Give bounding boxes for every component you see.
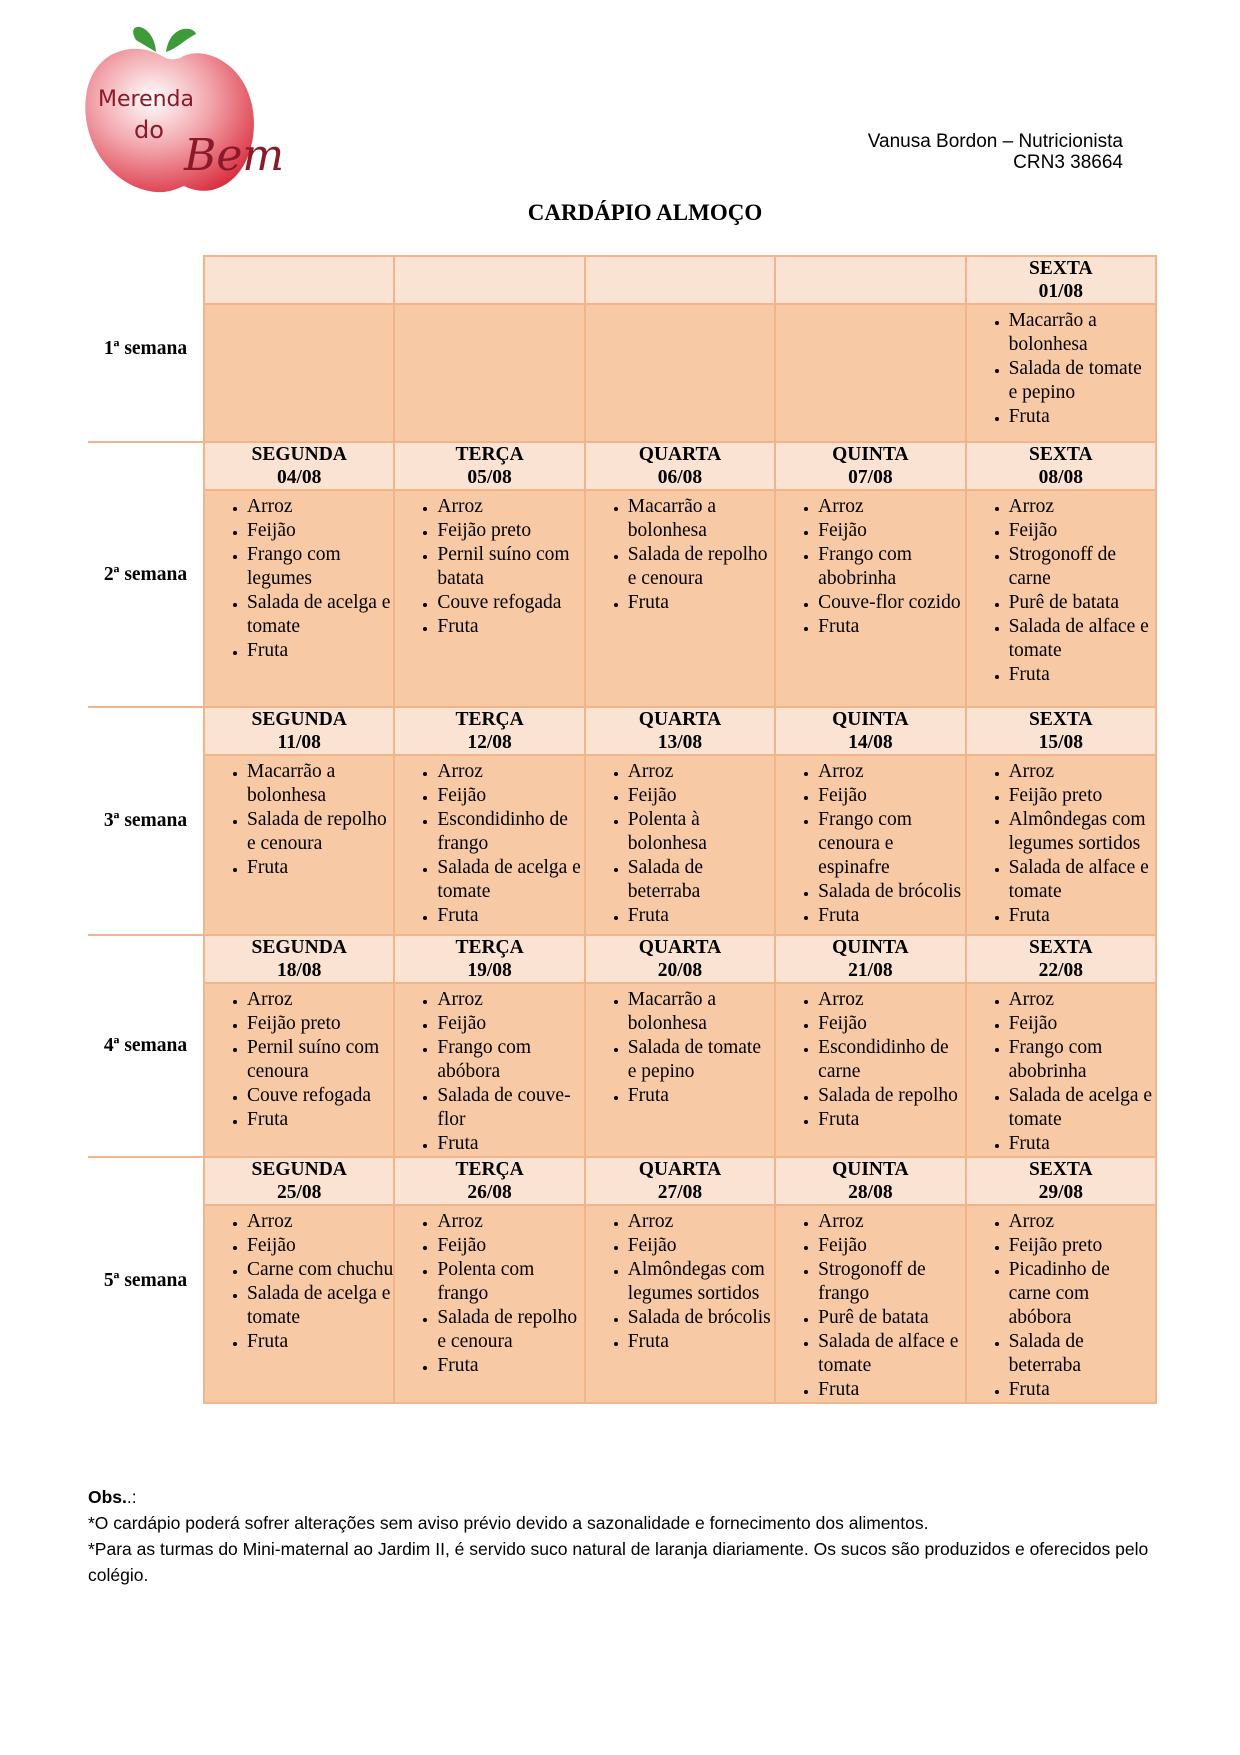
week-items-row xyxy=(88,983,1156,1157)
day-name: QUARTA xyxy=(638,444,722,465)
week-items-row xyxy=(88,490,1156,707)
day-header xyxy=(394,707,584,755)
day-menu-cell xyxy=(585,1205,775,1403)
day-date: 14/08 xyxy=(848,732,893,753)
dish-item: • Salada de tomate e pepino xyxy=(628,1036,774,1084)
day-menu-cell xyxy=(966,983,1156,1157)
day-menu-cell xyxy=(204,1205,394,1403)
dish-item: • Feijão xyxy=(628,1234,774,1258)
dish-item: • Feijão xyxy=(247,519,393,543)
day-menu-cell xyxy=(394,755,584,935)
dish-item: • Feijão xyxy=(437,1012,583,1036)
dish-item: • Pernil suíno com batata xyxy=(437,543,583,591)
day-date: 29/08 xyxy=(1038,1182,1083,1203)
day-date: 25/08 xyxy=(276,1182,322,1203)
dish-list xyxy=(395,1210,583,1378)
day-header xyxy=(775,707,965,755)
day-header xyxy=(966,256,1156,304)
dish-item: • Purê de batata xyxy=(1009,591,1155,615)
day-date: 20/08 xyxy=(657,960,703,981)
dish-item: • Arroz xyxy=(247,495,393,519)
dish-item: • Fruta xyxy=(628,1084,774,1108)
dish-item: • Salada de repolho e cenoura xyxy=(247,808,393,856)
page-title: CARDÁPIO ALMOÇO xyxy=(527,200,763,225)
day-menu-cell xyxy=(585,304,775,442)
day-name: TERÇA xyxy=(455,1159,524,1180)
week-label: 1ª semana xyxy=(88,256,204,442)
dish-item: • Feijão xyxy=(818,1012,964,1036)
note-line-1: *O cardápio poderá sofrer alterações sem aviso prévio devido a sazonalidade e fornecimento dos alimentos. xyxy=(88,1513,929,1533)
day-date: 04/08 xyxy=(276,467,322,488)
day-name: SEXTA xyxy=(1028,1159,1093,1180)
dish-item: • Fruta xyxy=(818,904,964,928)
dish-list xyxy=(205,495,393,663)
logo-text-2: do xyxy=(134,116,164,144)
day-menu-cell xyxy=(204,983,394,1157)
dish-item: • Strogonoff de frango xyxy=(818,1258,964,1306)
dish-item: • Carne com chuchu xyxy=(247,1258,393,1282)
dish-item: • Couve-flor cozido xyxy=(818,591,964,615)
dish-list xyxy=(776,988,964,1132)
day-date: 26/08 xyxy=(467,1182,512,1203)
day-menu-cell xyxy=(966,490,1156,707)
dish-item: • Fruta xyxy=(437,615,583,639)
dish-item: • Arroz xyxy=(628,1210,774,1234)
dish-item: • Fruta xyxy=(1009,405,1155,429)
day-name: SEGUNDA xyxy=(251,709,347,730)
dish-item: • Salada de repolho xyxy=(818,1084,964,1108)
day-header xyxy=(585,1157,775,1205)
day-menu-cell xyxy=(585,983,775,1157)
day-date: 05/08 xyxy=(467,467,512,488)
dish-item: • Fruta xyxy=(628,1330,774,1354)
day-date: 08/08 xyxy=(1038,467,1083,488)
dish-item: • Arroz xyxy=(437,1210,583,1234)
dish-item: • Macarrão a bolonhesa xyxy=(628,495,774,543)
dish-item: • Polenta à bolonhesa xyxy=(628,808,774,856)
dish-item: • Salada de alface e tomate xyxy=(818,1330,964,1378)
dish-item: • Salada de alface e tomate xyxy=(1009,615,1155,663)
dish-item: • Fruta xyxy=(247,1330,393,1354)
author-block xyxy=(868,131,1123,173)
day-menu-cell xyxy=(394,1205,584,1403)
day-menu-cell xyxy=(775,755,965,935)
menu-table xyxy=(88,255,1157,1404)
day-menu-cell xyxy=(966,304,1156,442)
dish-item: • Salada de brócolis xyxy=(818,880,964,904)
dish-item: • Fruta xyxy=(437,1132,583,1156)
dish-item: • Feijão xyxy=(818,1234,964,1258)
dish-list xyxy=(586,1210,774,1354)
dish-item: • Almôndegas com legumes sortidos xyxy=(1009,808,1155,856)
note-line-2: *Para as turmas do Mini-maternal ao Jardim II, é servido suco natural de laranja diariamente. Os sucos são produzidos e oferecidos pelo colégio. xyxy=(88,1539,1149,1585)
dish-item: • Macarrão a bolonhesa xyxy=(247,760,393,808)
week-header-row xyxy=(88,707,1156,755)
day-header xyxy=(394,256,584,304)
dish-list xyxy=(967,760,1155,928)
day-date: 07/08 xyxy=(848,467,893,488)
dish-list xyxy=(205,760,393,880)
dish-item: • Strogonoff de carne xyxy=(1009,543,1155,591)
dish-item: • Escondidinho de frango xyxy=(437,808,583,856)
day-menu-cell xyxy=(966,755,1156,935)
logo-text-3: Bem xyxy=(184,130,285,181)
day-date: 06/08 xyxy=(657,467,703,488)
dish-item: • Feijão preto xyxy=(1009,1234,1155,1258)
dish-list xyxy=(967,988,1155,1156)
dish-item: • Arroz xyxy=(247,988,393,1012)
week-items-row xyxy=(88,1205,1156,1403)
dish-item: • Arroz xyxy=(818,1210,964,1234)
week-label: 4ª semana xyxy=(88,935,204,1157)
notes-label: Obs. xyxy=(88,1487,127,1507)
day-header xyxy=(204,442,394,490)
day-header xyxy=(775,1157,965,1205)
day-date: 13/08 xyxy=(657,732,703,753)
week-label: 3ª semana xyxy=(88,707,204,935)
dish-item: • Feijão preto xyxy=(1009,784,1155,808)
dish-item: • Feijão xyxy=(437,784,583,808)
day-header xyxy=(394,442,584,490)
dish-item: • Fruta xyxy=(437,904,583,928)
dish-item: • Feijão xyxy=(247,1234,393,1258)
week-header-row xyxy=(88,442,1156,490)
dish-item: • Pernil suíno com cenoura xyxy=(247,1036,393,1084)
notes: Obs..: *O cardápio poderá sofrer alterações sem aviso prévio devido a sazonalidade e fornecimento dos alimentos. *Para as turmas do Mini-maternal ao Jardim II, é servido suco natural de laranja diariamente. Os sucos são produzidos e oferecidos pelo colégio. xyxy=(88,1484,1158,1588)
dish-item: • Fruta xyxy=(818,1108,964,1132)
day-header xyxy=(775,256,965,304)
dish-list xyxy=(586,495,774,615)
day-name: SEGUNDA xyxy=(251,444,347,465)
day-header xyxy=(394,935,584,983)
dish-item: • Salada de brócolis xyxy=(628,1306,774,1330)
day-header xyxy=(585,935,775,983)
day-name: QUINTA xyxy=(832,937,909,958)
dish-list xyxy=(967,495,1155,687)
dish-item: • Salada de couve-flor xyxy=(437,1084,583,1132)
dish-item: • Arroz xyxy=(818,988,964,1012)
dish-item: • Feijão xyxy=(1009,519,1155,543)
dish-item: • Salada de alface e tomate xyxy=(1009,856,1155,904)
dish-item: • Arroz xyxy=(1009,495,1155,519)
dish-list xyxy=(205,988,393,1132)
day-menu-cell xyxy=(204,304,394,442)
dish-item: • Macarrão a bolonhesa xyxy=(628,988,774,1036)
dish-list xyxy=(395,988,583,1156)
day-header xyxy=(204,707,394,755)
day-header xyxy=(966,1157,1156,1205)
dish-item: • Salada de beterraba xyxy=(628,856,774,904)
day-name: TERÇA xyxy=(455,709,524,730)
day-header xyxy=(775,935,965,983)
author-name: Vanusa Bordon – Nutricionista xyxy=(867,131,1123,152)
dish-item: • Salada de repolho e cenoura xyxy=(628,543,774,591)
dish-item: • Salada de acelga e tomate xyxy=(437,856,583,904)
week-label: 5ª semana xyxy=(88,1157,204,1403)
day-name: TERÇA xyxy=(455,937,524,958)
day-header xyxy=(585,442,775,490)
day-menu-cell xyxy=(204,755,394,935)
day-name: SEGUNDA xyxy=(251,937,347,958)
dish-item: • Feijão xyxy=(628,784,774,808)
dish-item: • Fruta xyxy=(247,856,393,880)
dish-item: • Fruta xyxy=(628,591,774,615)
day-name: SEXTA xyxy=(1028,444,1093,465)
dish-item: • Frango com abóbora xyxy=(437,1036,583,1084)
dish-item: • Almôndegas com legumes sortidos xyxy=(628,1258,774,1306)
day-header xyxy=(204,1157,394,1205)
day-date: 28/08 xyxy=(848,1182,893,1203)
dish-item: • Arroz xyxy=(437,760,583,784)
dish-item: • Feijão xyxy=(1009,1012,1155,1036)
author-crn: CRN3 38664 xyxy=(1013,152,1123,173)
dish-item: • Arroz xyxy=(1009,760,1155,784)
day-name: QUINTA xyxy=(832,709,909,730)
day-date: 15/08 xyxy=(1038,732,1083,753)
dish-item: • Frango com cenoura e espinafre xyxy=(818,808,964,880)
day-name: QUARTA xyxy=(638,709,722,730)
dish-item: • Arroz xyxy=(818,495,964,519)
dish-item: • Fruta xyxy=(1009,1378,1155,1402)
dish-item: • Polenta com frango xyxy=(437,1258,583,1306)
day-name: SEGUNDA xyxy=(251,1159,347,1180)
dish-item: • Fruta xyxy=(1009,904,1155,928)
week-header-row xyxy=(88,1157,1156,1205)
dish-item: • Feijão xyxy=(818,519,964,543)
dish-item: • Arroz xyxy=(437,988,583,1012)
dish-item: • Couve refogada xyxy=(247,1084,393,1108)
day-date: 19/08 xyxy=(467,960,512,981)
dish-item: • Feijão preto xyxy=(247,1012,393,1036)
dish-item: • Arroz xyxy=(1009,988,1155,1012)
dish-item: • Escondidinho de carne xyxy=(818,1036,964,1084)
dish-item: • Arroz xyxy=(628,760,774,784)
day-name: QUINTA xyxy=(832,444,909,465)
day-header xyxy=(585,707,775,755)
day-date: 22/08 xyxy=(1038,960,1083,981)
day-menu-cell xyxy=(394,304,584,442)
day-header xyxy=(966,935,1156,983)
day-name: TERÇA xyxy=(455,444,524,465)
dish-list xyxy=(586,988,774,1108)
week-header-row xyxy=(88,256,1156,304)
dish-item: • Purê de batata xyxy=(818,1306,964,1330)
dish-item: • Arroz xyxy=(437,495,583,519)
day-date: 27/08 xyxy=(657,1182,703,1203)
day-menu-cell xyxy=(775,304,965,442)
logo-text-1: Merenda xyxy=(98,87,195,112)
dish-item: • Feijão xyxy=(437,1234,583,1258)
day-header xyxy=(966,442,1156,490)
day-header xyxy=(966,707,1156,755)
dish-item: • Salada de acelga e tomate xyxy=(247,591,393,639)
day-date: 18/08 xyxy=(276,960,322,981)
dish-item: • Salada de acelga e tomate xyxy=(247,1282,393,1330)
dish-item: • Salada de beterraba xyxy=(1009,1330,1155,1378)
dish-list xyxy=(776,495,964,639)
dish-list xyxy=(776,760,964,928)
day-name: QUARTA xyxy=(638,937,722,958)
day-header xyxy=(394,1157,584,1205)
day-menu-cell xyxy=(204,490,394,707)
dish-item: • Fruta xyxy=(1009,663,1155,687)
dish-item: • Fruta xyxy=(1009,1132,1155,1156)
day-header xyxy=(585,256,775,304)
day-menu-cell xyxy=(394,490,584,707)
day-date: 11/08 xyxy=(277,732,321,753)
dish-list xyxy=(967,309,1155,429)
dish-item: • Feijão xyxy=(818,784,964,808)
day-date: 21/08 xyxy=(848,960,893,981)
dish-item: • Fruta xyxy=(437,1354,583,1378)
dish-item: • Fruta xyxy=(818,615,964,639)
day-name: QUARTA xyxy=(638,1159,722,1180)
dish-list xyxy=(395,495,583,639)
dish-item: • Arroz xyxy=(818,760,964,784)
day-menu-cell xyxy=(585,490,775,707)
dish-item: • Fruta xyxy=(247,639,393,663)
day-menu-cell xyxy=(966,1205,1156,1403)
dish-item: • Fruta xyxy=(628,904,774,928)
dish-list xyxy=(776,1210,964,1402)
dish-item: • Salada de acelga e tomate xyxy=(1009,1084,1155,1132)
week-header-row xyxy=(88,935,1156,983)
dish-item: • Feijão preto xyxy=(437,519,583,543)
dish-item: • Salada de tomate e pepino xyxy=(1009,357,1155,405)
week-items-row xyxy=(88,755,1156,935)
day-header xyxy=(775,442,965,490)
day-menu-cell xyxy=(775,983,965,1157)
dish-list xyxy=(205,1210,393,1354)
day-menu-cell xyxy=(394,983,584,1157)
day-menu-cell xyxy=(585,755,775,935)
dish-item: • Macarrão a bolonhesa xyxy=(1009,309,1155,357)
dish-item: • Frango com legumes xyxy=(247,543,393,591)
week-items-row xyxy=(88,304,1156,442)
dish-item: • Frango com abobrinha xyxy=(818,543,964,591)
day-name: SEXTA xyxy=(1028,709,1093,730)
dish-item: • Couve refogada xyxy=(437,591,583,615)
dish-item: • Arroz xyxy=(247,1210,393,1234)
day-header xyxy=(204,256,394,304)
dish-list xyxy=(586,760,774,928)
day-menu-cell xyxy=(775,490,965,707)
day-menu-cell xyxy=(775,1205,965,1403)
dish-item: • Fruta xyxy=(818,1378,964,1402)
dish-item: • Frango com abobrinha xyxy=(1009,1036,1155,1084)
day-date: 01/08 xyxy=(1038,281,1083,302)
week-label: 2ª semana xyxy=(88,442,204,707)
merenda-do-bem-logo xyxy=(84,20,314,200)
dish-list xyxy=(395,760,583,928)
day-name: SEXTA xyxy=(1028,937,1093,958)
day-header xyxy=(204,935,394,983)
day-name: QUINTA xyxy=(832,1159,909,1180)
dish-item: • Picadinho de carne com abóbora xyxy=(1009,1258,1155,1330)
dish-item: • Fruta xyxy=(247,1108,393,1132)
dish-item: • Arroz xyxy=(1009,1210,1155,1234)
dish-item: • Salada de repolho e cenoura xyxy=(437,1306,583,1354)
day-name: SEXTA xyxy=(1028,258,1093,279)
dish-list xyxy=(967,1210,1155,1402)
day-date: 12/08 xyxy=(467,732,512,753)
